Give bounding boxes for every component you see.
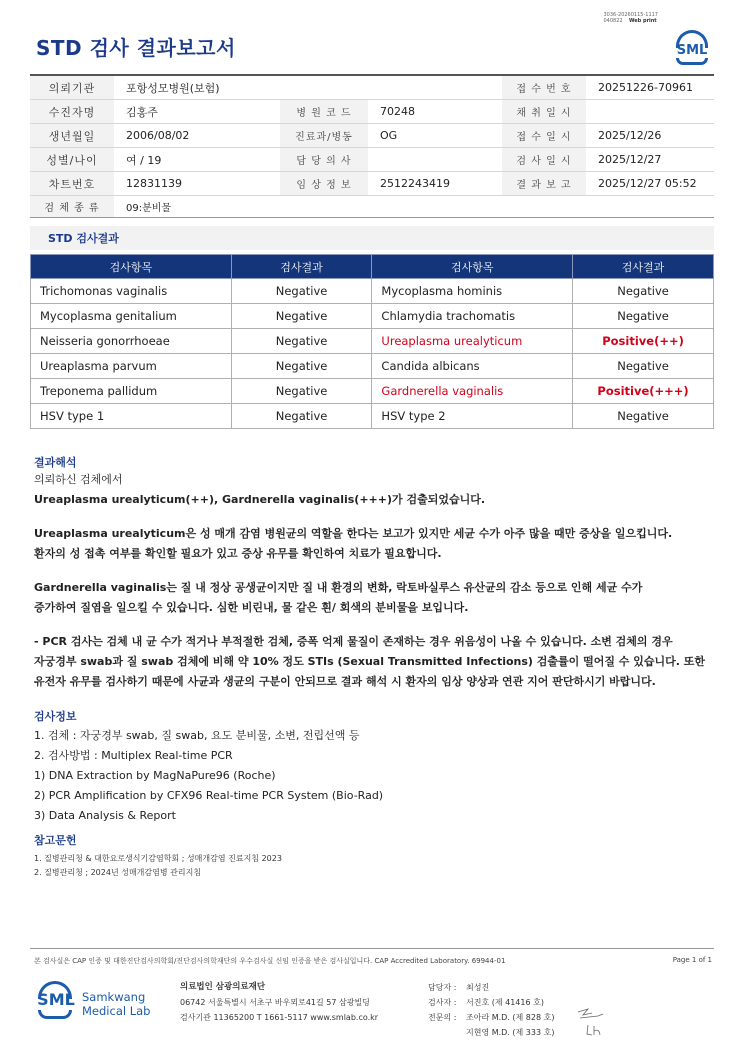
info-row-6 [30,196,714,218]
col-result-left: 검사결과 [231,255,372,279]
test-name: HSV type 1 [31,404,232,429]
results-section-title: STD 검사결과 [30,226,714,250]
clinical-label: 임 상 정 보 [280,172,368,195]
info-row-2 [30,100,714,124]
test-result: Negative [231,304,372,329]
test-name: Ureaplasma parvum [31,354,232,379]
receipt-no-label: 접 수 번 호 [502,76,586,99]
org-contact: 검사기관 11365200 T 1661-5117 www.smlab.co.kr [180,1013,379,1022]
test-result: Negative [573,354,714,379]
staff-role: 담당자 : [428,983,457,992]
dept-value: OG [380,129,398,142]
receipt-no-value: 20251226-70961 [598,81,693,94]
staff-row [428,1010,554,1025]
web-print-label: Web print [628,18,657,24]
interp-line: 자궁경부 swab과 질 swab 검체에 비해 약 10% 정도 STIs (Sexual Transmitted Infections) 검출률이 떨어질 수 있습니다. 또한 [34,655,706,668]
staff-list [428,980,554,1040]
clinical-value: 2512243419 [380,177,450,190]
report-label: 결 과 보 고 [502,172,586,195]
info-row-4 [30,148,714,172]
doctor-value [368,148,502,171]
sex-age-label: 성별/나이 [30,148,114,171]
test-date-value: 2025/12/27 [598,153,662,166]
test-name: Treponema pallidum [31,379,232,404]
test-info-line: 1) DNA Extraction by MagNaPure96 (Roche) [34,769,276,782]
interp-line: 환자의 성 접촉 여부를 확인할 필요가 있고 증상 유무를 확인하여 치료가 필요합니다. [34,547,442,560]
print-code-line2: 040822 [603,18,623,24]
test-result: Negative [231,404,372,429]
org-name: 의료법인 삼광의료재단 [180,982,266,992]
staff-name: 최성진 [466,983,490,992]
birth-label: 생년월일 [30,124,114,147]
staff-name: 조아라 M.D. (제 828 호) [466,1013,555,1022]
test-name: Neisseria gonorrhoeae [31,329,232,354]
test-name: Mycoplasma hominis [372,279,573,304]
test-result: Negative [231,354,372,379]
table-row [31,279,714,304]
org-address: 06742 서울특별시 서초구 바우뫼로41길 57 삼광빌딩 [180,998,370,1007]
report-value: 2025/12/27 05:52 [598,177,697,190]
interp-line: - PCR 검사는 검체 내 균 수가 적거나 부적절한 검체, 증폭 억제 물질이 존재하는 경우 위음성이 나올 수 있습니다. 소변 검체의 경우 [34,635,673,648]
table-row [31,379,714,404]
patient-label: 수진자명 [30,100,114,123]
staff-role [428,1025,466,1040]
signature-icon [584,1022,606,1038]
interp-line: 유전자 유무를 검사하기 때문에 사균과 생균의 구분이 안되므로 결과 해석 시 환자의 임상 양상과 연관 지어 판단하시기 바랍니다. [34,675,656,688]
test-info-list [34,726,714,826]
staff-role: 전문의 : [428,1013,457,1022]
table-row [31,304,714,329]
results-table [30,254,714,429]
reference-line: 1. 질병관리청 & 대한요로생식기감염학회 ; 성매개감염 진료지침 2023 [34,854,282,863]
specimen-value: 09:분비물 [126,203,172,214]
interp-line: Ureaplasma urealyticum은 성 매개 감염 병원균의 역할을 한다는 보고가 있지만 세균 수가 아주 많을 때만 증상을 일으킵니다. [34,527,673,540]
interp-line: Gardnerella vaginalis는 질 내 정상 공생균이지만 질 내 환경의 변화, 락토바실루스 유산균의 감소 등으로 인해 세균 수가 [34,581,643,594]
interp-line: 증가하여 질염을 일으킬 수 있습니다. 심한 비린내, 물 같은 흰/ 회색의 분비물을 보입니다. [34,601,469,614]
info-row-1 [30,76,714,100]
results-header-row [31,255,714,279]
interpretation-title: 결과해석 [34,456,77,469]
test-result-positive: Positive(++) [573,329,714,354]
sml-logo-icon [672,26,712,66]
col-result-right: 검사결과 [573,255,714,279]
accreditation-note: 본 검사실은 CAP 인증 및 대한진단검사의학회/진단검사의학재단의 우수검사실 신임 인증을 받은 검사실입니다. CAP Accredited Laboratory. 69944-01 [34,957,506,965]
specimen-label: 검 체 종 류 [30,196,114,217]
interpretation-p2 [34,524,714,564]
chart-value: 12831139 [126,177,182,190]
table-row [31,354,714,379]
collect-date-value [586,100,714,123]
signature-icon [576,1006,606,1022]
test-result: Negative [231,379,372,404]
interp-line: 의뢰하신 검체에서 [34,473,123,486]
interpretation-p3 [34,578,714,618]
table-row [31,329,714,354]
staff-row [428,995,554,1010]
patient-info-table [30,74,714,218]
staff-row [428,980,554,995]
page-number: Page 1 of 1 [672,956,712,964]
test-name: Trichomonas vaginalis [31,279,232,304]
test-info-line: 3) Data Analysis & Report [34,809,176,822]
test-name: HSV type 2 [372,404,573,429]
sml-logo-text: SML [676,43,708,58]
interpretation-p1 [34,470,714,510]
test-date-label: 검 사 일 시 [502,148,586,171]
institution-value: 포항성모병원(보험) [126,81,220,95]
test-result: Negative [573,304,714,329]
receive-date-value: 2025/12/26 [598,129,662,142]
sex-age-value: 여 / 19 [126,153,162,167]
table-row [31,404,714,429]
footer-logo-text: SML [37,990,75,1009]
dept-label: 진료과/병동 [280,124,368,147]
institution-label: 의뢰기관 [30,76,114,99]
footer-divider [30,948,714,949]
print-code-line1: 3036-20260115-1117 [603,12,658,18]
lab-name-line1: Samkwang [82,990,146,1004]
report-title: STD 검사 결과보고서 [36,36,236,60]
info-row-5 [30,172,714,196]
hospital-code-label: 병 원 코 드 [280,100,368,123]
staff-row [428,1025,554,1040]
test-info-title: 검사정보 [34,710,77,723]
test-name-positive: Ureaplasma urealyticum [372,329,573,354]
test-name-positive: Gardnerella vaginalis [372,379,573,404]
test-name: Candida albicans [372,354,573,379]
staff-name: 지현영 M.D. (제 333 호) [466,1028,555,1037]
col-item-left: 검사항목 [31,255,232,279]
staff-name: 서진호 (제 41416 호) [466,998,544,1007]
doctor-label: 담 당 의 사 [280,148,368,171]
birth-value: 2006/08/02 [126,129,190,142]
interpretation-p4 [34,632,724,692]
patient-value: 김홍주 [126,105,158,119]
test-result: Negative [573,404,714,429]
chart-label: 차트번호 [30,172,114,195]
collect-date-label: 채 취 일 시 [502,100,586,123]
test-result: Negative [231,279,372,304]
info-row-3 [30,124,714,148]
test-name: Chlamydia trachomatis [372,304,573,329]
test-info-line: 2. 검사방법 : Multiplex Real-time PCR [34,749,233,762]
staff-role: 검사자 : [428,998,457,1007]
test-name: Mycoplasma genitalium [31,304,232,329]
references-title: 참고문헌 [34,834,77,847]
lab-name-line2: Medical Lab [82,1004,151,1018]
test-result-positive: Positive(+++) [573,379,714,404]
col-item-right: 검사항목 [372,255,573,279]
test-result: Negative [573,279,714,304]
reference-line: 2. 질병관리청 ; 2024년 성매개감염병 관리지침 [34,868,202,877]
print-code [603,12,658,24]
receive-date-label: 접 수 일 시 [502,124,586,147]
org-info [180,980,378,1025]
test-info-line: 2) PCR Amplification by CFX96 Real-time PCR System (Bio-Rad) [34,789,384,802]
hospital-code-value: 70248 [380,105,415,118]
samkwang-logo [36,978,156,1026]
references-list [34,852,282,880]
logo-arc-icon [38,1010,72,1019]
test-result: Negative [231,329,372,354]
test-info-line: 1. 검체 : 자궁경부 swab, 질 swab, 요도 분비물, 소변, 전립선액 등 [34,729,360,742]
interp-line-bold: Ureaplasma urealyticum(++), Gardnerella vaginalis(+++)가 검출되었습니다. [34,493,486,506]
